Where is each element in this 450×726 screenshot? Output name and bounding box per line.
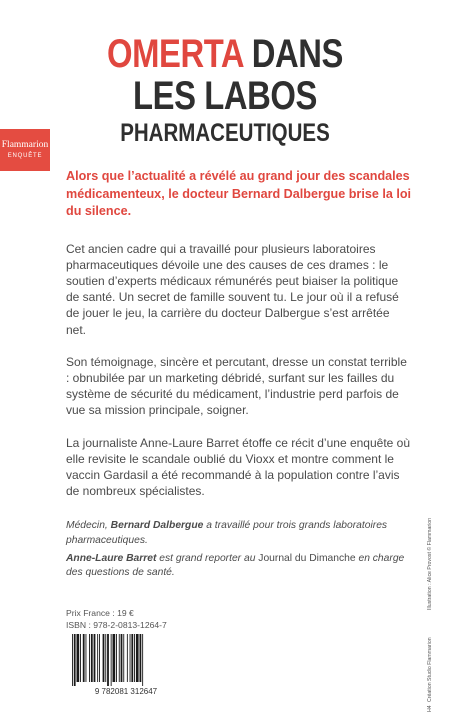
barcode-bar [97,634,98,682]
barcode-number: 9 782081 312647 [94,687,158,696]
barcode-bar [130,634,131,682]
barcode-bar [89,634,90,682]
bio-2-name: Anne-Laure Barret [66,552,157,564]
back-cover-text [66,168,412,584]
barcode-bars [72,634,143,686]
bio-1-prefix: Médecin, [66,520,111,532]
barcode-bar [94,634,96,682]
barcode-bar [74,634,76,686]
barcode-bar [136,634,139,682]
author-bios [66,519,412,580]
barcode-bar [131,634,133,682]
barcode-bar [111,634,112,686]
title-line-3: PHARMACEUTIQUES [120,119,330,147]
barcode-bar [80,634,81,682]
barcode-bar [83,634,85,682]
body-paragraph-3: La journaliste Anne-Laure Barret étoffe ce récit d’une enquête où elle revisite le scandale oublié du Vioxx et montre comment le vaccin Gardasil a été recommandé à la population contre l’avis de nombreux spécialistes. [66,435,411,499]
barcode-bar [105,634,106,682]
title-line-1 [41,34,410,74]
barcode-bar [72,634,73,686]
bio-1-name: Bernard Dalbergue [110,520,204,532]
barcode-bar [107,634,109,686]
price-block [66,608,167,631]
isbn: ISBN : 978-2-0813-1264-7 [66,619,167,630]
author-bio-1 [66,519,412,547]
bio-2-end: en charge des questions de santé. [66,552,405,578]
title-line-1-rest: DANS [243,32,344,76]
barcode-bar [127,634,128,682]
price: Prix France : 19 € [66,608,134,618]
barcode-bar [113,634,116,682]
bio-2-newspaper: Journal du Dimanche [258,552,356,564]
collection-name: ENQUÊTE [7,153,43,160]
lead-paragraph: Alors que l’actualité a révélé au grand jour des scandales médicamenteux, le docteur Bernard Dalbergue brise la loi du silence. [66,169,412,218]
barcode-bar [103,634,105,682]
illustration-credit: Illustration : Alice Provost © Flammarion [427,517,433,610]
barcode-bar [140,634,142,682]
author-bio-2 [66,552,412,580]
cover-code: H4 [427,705,433,712]
barcode-bar [134,634,135,682]
barcode-bar [91,634,93,682]
barcode [66,632,186,696]
title-line-2: LES LABOS [132,74,318,118]
body-paragraph-2: Son témoignage, sincère et percutant, dresse un constat terrible : obnubilée par un marketing débridé, surfant sur les failles du système de sécurité du médicament, l’industrie perd parfois de vue sa mission principale, soigner. [66,354,407,418]
barcode-bar [142,634,143,686]
barcode-bar [119,634,120,682]
barcode-bar [123,634,124,682]
bio-1-text: a travaillé pour trois grands laboratoires pharmaceutiques. [66,520,388,546]
bio-2-text: est grand reporter au [156,552,259,564]
publisher-name: Flammarion [1,139,49,150]
studio-credit: Création Studio Flammarion [427,637,433,702]
barcode-bar [86,634,87,682]
barcode-bar [116,634,117,682]
barcode-bar [99,634,100,682]
barcode-bar [121,634,123,682]
book-title [41,34,410,146]
publisher-badge [0,129,50,171]
barcode-bar [77,634,80,682]
title-accent-word: OMERTA [106,32,244,76]
body-paragraph-1: Cet ancien cadre qui a travaillé pour plusieurs laboratoires pharmaceutiques dévoile une des causes de ces drames : le soutien d’experts médicaux rémunérés peut biaiser la politique de santé. Un secret de famille souvent tu. Le jour où il a refusé de jouer le jeu, la carrière du docteur Dalbergue s’est arrêtée net. [66,241,399,337]
